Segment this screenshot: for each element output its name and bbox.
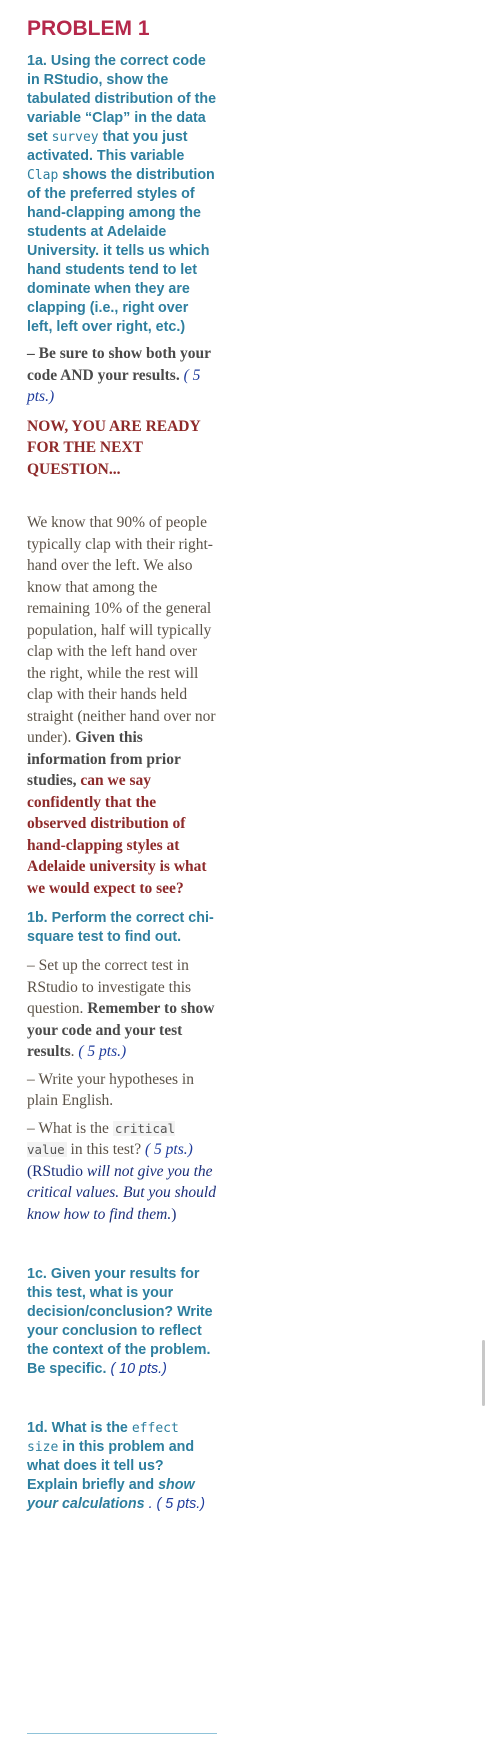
question-1a-text-3: shows the distribution of the preferred styles of hand-clapping among the students at Adelaide University. it tells us which hand students tend to let dominate when they are clapping (i.e., right over left, left over right, etc.) <box>27 167 215 335</box>
question-1d-italic: show your calculations <box>27 1477 195 1512</box>
question-1b-item-3 <box>27 1118 217 1226</box>
item-3-mid: in this test? <box>66 1141 145 1158</box>
points-1c: ( 10 pts.) <box>110 1361 167 1377</box>
code-clap: Clap <box>27 168 59 183</box>
question-1a-note <box>27 343 217 408</box>
context-paragraph <box>27 512 217 899</box>
question-1c-text: 1c. Given your results for this test, what is your decision/conclusion? Write your conclusion to reflect the context of the problem. Be specific. <box>27 1266 213 1377</box>
item-3-text: – What is the <box>27 1119 113 1137</box>
code-effect-size: effect size <box>27 1421 179 1455</box>
question-1b-item-2: – Write your hypotheses in plain English. <box>27 1070 194 1109</box>
question-1b-item-1 <box>27 955 217 1063</box>
item-3-paren-open: (RStudio <box>27 1162 87 1180</box>
question-1c <box>27 1265 217 1379</box>
item-1-end: . <box>70 1043 75 1060</box>
question-1b-title: 1b. Perform the correct chi-square test to find out. <box>27 910 214 945</box>
item-1-bold: Remember to show your code and your test results <box>27 1000 215 1060</box>
question-1d <box>27 1419 217 1514</box>
context-bold: Given this information from prior studies, <box>27 729 181 789</box>
points-1b-item-1: ( 5 pts.) <box>74 1043 127 1060</box>
question-1a <box>27 52 217 337</box>
points-1a: ( 5 pts.) <box>27 366 201 405</box>
points-1b-item-3: ( 5 pts.) <box>145 1141 193 1158</box>
scrollbar-thumb[interactable] <box>482 1340 485 1406</box>
note-bold: – Be sure to show both your code AND your results. <box>27 345 211 384</box>
code-critical-value: critical value <box>27 1120 176 1157</box>
question-1a-text-1: 1a. Using the correct code in RStudio, show the tabulated distribution of the variable “Clap” in the data set <box>27 53 217 145</box>
question-1a-text-2: that you just activated. This variable <box>27 129 188 164</box>
ready-message: NOW, YOU ARE READY FOR THE NEXT QUESTION... <box>27 417 201 478</box>
item-3-italic: will not give you the critical values. But you should know how to find them. <box>27 1162 216 1223</box>
item-1-text: – Set up the correct test in RStudio to investigate this question. <box>27 957 192 1017</box>
item-3-paren-close: ) <box>171 1205 177 1223</box>
question-1d-text-2: in this problem and what does it tell us? Explain briefly and <box>27 1439 195 1493</box>
question-1d-text-1: 1d. What is the <box>27 1420 132 1436</box>
problem-title: PROBLEM 1 <box>27 17 150 40</box>
context-question: can we say confidently that the observed distribution of hand-clapping styles at Adelaide university is what we would expect to see? <box>27 772 207 897</box>
section-divider <box>27 1733 217 1734</box>
context-text: We know that 90% of people typically clap with their right-hand over the left. We also know that among the remaining 10% of the general population, half will typically clap with the left hand over the right, while the rest will clap with their hands held straight (neither hand over nor under). <box>27 514 216 746</box>
problem-content <box>27 14 217 1514</box>
code-survey: survey <box>51 130 99 145</box>
points-1d: . ( 5 pts.) <box>144 1496 205 1512</box>
